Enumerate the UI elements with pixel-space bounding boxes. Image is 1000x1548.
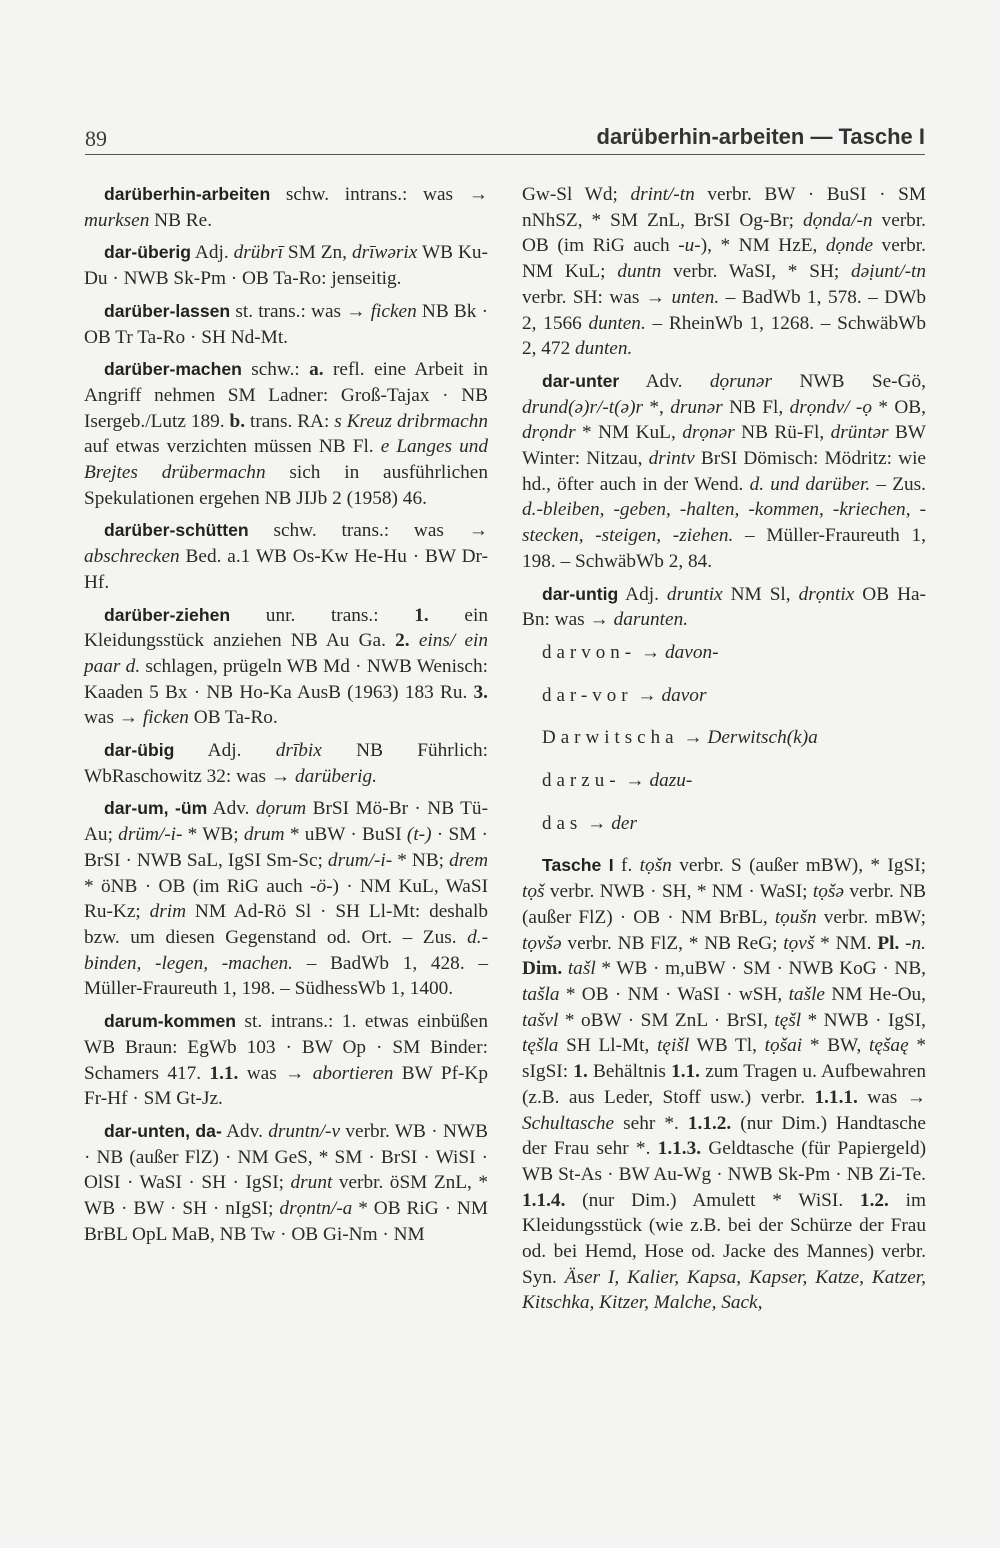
cross-reference: Darwitscha → Derwitsch(k)a: [542, 727, 818, 749]
dictionary-entry: Gw-Sl Wd; drint/-tn verbr. BW · BuSI · SM nNhSZ, * SM ZnL, BrSI Og-Br; dọnda/-n verbr. OB (im RiG auch -u-), * NM HzE, dọnde verbr. NM KuL; duntn verbr. WaSI, * SH; dəịunt/-tn verbr. SH: was → unten. – BadWb 1, 578. – DWb 2, 1566 dunten. – RheinWb 1, 1268. – SchwäbWb 2, 472 dunten.: [522, 184, 926, 360]
sense-number: 1.: [414, 604, 429, 626]
sense-number: 1.1.3.: [657, 1138, 702, 1160]
xref-lemma: dar-vor: [542, 684, 633, 706]
dictionary-entry: dar-unten, da- Adv. druntn/-v verbr. WB · NWB · NB (außer FlZ) · NM GeS, * SM · BrSI · WiSI · OlSI · WaSI · SH · IgSI; drunt verbr. öSM ZnL, * WB · BW · SH · nIgSI; drọntn/-a * OB RiG · NM BrBL OpL MaB, NB Tw · OB Gi-Nm · NM: [84, 1120, 488, 1245]
italic-form: drọnər: [682, 422, 735, 444]
italic-form: Schultasche: [522, 1112, 615, 1134]
sense-number: 1.1.4.: [522, 1189, 566, 1211]
running-head: darüberhin-arbeiten — Tasche I: [596, 124, 925, 149]
italic-form: drüntər: [830, 422, 889, 444]
italic-form: Äser I, Kalier, Kapsa, Kapser, Katze, Katzer, Kitschka, Kitzer, Malche, Sack,: [522, 1266, 926, 1314]
italic-form: drint/-tn: [630, 184, 695, 205]
italic-form: -n.: [905, 932, 926, 954]
italic-form: drọndv/ -ọ: [789, 396, 872, 418]
entry-lemma: darüber-schütten: [104, 520, 249, 541]
entry-lemma: dar-überig: [104, 242, 191, 263]
italic-form: e Langes und Brejtes drübermachn: [84, 436, 489, 484]
dictionary-entry: dar-übig Adj. drībix NB Führlich: WbRaschowitz 32: was → darüberig.: [84, 740, 488, 787]
xref-lemma: Darwitscha: [542, 727, 679, 749]
italic-form: tọušn: [774, 906, 817, 928]
italic-form: dọnde: [825, 235, 874, 257]
entry-lemma: darüber-lassen: [104, 300, 231, 321]
dictionary-entry: Tasche I f. tọšn verbr. S (außer mBW), * IgSI; tọš verbr. NWB · SH, * NM · WaSI; tọšə verbr. NB (außer FlZ) · OB · NM BrBL, tọušn verbr. mBW; tọvšə verbr. NB FlZ, * NB ReG; tọvš * NM. Pl. -n. Dim. tašl * WB · m,uBW · SM · NWB KoG · NB, tašla * OB · NM · WaSI · wSH, tašle NM He-Ou, tašvl * oBW · SM ZnL · BrSI, tęšl * NWB · IgSI, tęšla SH Ll-Mt, tęišl WB Tl, tọšai * BW, tęšaę * sIgSI: 1. Behältnis 1.1. zum Tragen u. Aufbewahren (z.B. aus Leder, Stoff usw.) verbr. 1.1.1. was → Schultasche sehr *. 1.1.2. (nur Dim.) Handtasche der Frau sehr *. 1.1.3. Geldtasche (für Papiergeld) WB St-As · BW Au-Wg · NWB Sk-Pm · NB Zi-Te. 1.1.4. (nur Dim.) Amulett * WiSI. 1.2. im Kleidungsstück (wie z.B. bei der Schürze der Frau od. bei Hemd, Hose od. Jacke des Mannes) verbr. Syn. Äser I, Kalier, Kapsa, Kapser, Katze, Katzer, Kitschka, Kitzer, Malche, Sack,: [522, 855, 927, 1314]
italic-form: drọntix: [798, 583, 855, 605]
dictionary-entry: darüberhin-arbeiten schw. intrans.: was → murksen NB Re.: [84, 184, 488, 231]
entry-lemma: darüberhin-arbeiten: [104, 184, 271, 204]
dictionary-entry: dar-um, -üm Adv. dọrum BrSI Mö-Br · NB Tü-Au; drüm/-i- * WB; drum * uBW · BuSI (t-) · SM · BrSI · NWB SaL, IgSI Sm-Sc; drum/-i- * NB; drem * öNB · OB (im RiG auch -ö-) · NM KuL, WaSI Ru-Kz; drim NM Ad-Rö Sl · SH Ll-Mt: deshalb bzw. um diesen Gegenstand od. Ort. – Zus. d.-binden, -legen, -machen. – BadWb 1, 428. – Müller-Fraureuth 1, 198. – SüdhessWb 1, 1400.: [84, 798, 489, 1000]
italic-form: tọšai: [764, 1035, 803, 1057]
dictionary-entry: dar-unter Adv. dọrunər NWB Se-Gö, drund(ə)r/-t(ə)r *, drunər NB Fl, drọndv/ -ọ * OB, drọndr * NM KuL, drọnər NB Rü-Fl, drüntər BW Winter: Nitzau, drintv BrSI Dömisch: Mödritz: wie hd., öfter auch in der Wend. d. und darüber. – Zus. d.-bleiben, -geben, -halten, -kommen, -kriechen, -stecken, -steigen, -ziehen. – Müller-Fraureuth 1, 198. – SchwäbWb 2, 84.: [522, 370, 926, 572]
page-header: [85, 122, 925, 155]
italic-form: drunt: [290, 1172, 333, 1194]
italic-form: druntn/-v: [268, 1120, 341, 1142]
dictionary-entry: darüber-machen schw.: a. refl. eine Arbeit in Angriff nehmen SM Ladner: Groß-Tajax · NB Isergeb./Lutz 189. b. trans. RA: s Kreuz dribrmachn auf etwas verzichten müssen NB Fl. e Langes und Brejtes drübermachn sich in ausführlichen Spekulationen ergehen NB JIJb 2 (1958) 46.: [84, 359, 489, 509]
dictionary-entry: dar-überig Adj. drübrī SM Zn, drīwərix WB Ku-Du · NWB Sk-Pm · OB Ta-Ro: jenseitig.: [84, 242, 488, 290]
entry-lemma: dar-untig: [542, 583, 619, 604]
italic-form: tęišl: [657, 1035, 690, 1057]
italic-form: drintv: [648, 448, 695, 470]
italic-form: dọrunər: [709, 370, 772, 392]
sense-number: b.: [229, 410, 246, 432]
italic-form: darüberig.: [294, 765, 377, 787]
italic-form: tęšaę: [869, 1035, 909, 1057]
italic-form: tęšl: [774, 1009, 802, 1031]
italic-form: tęšla: [522, 1035, 559, 1057]
italic-form: (t-): [406, 824, 432, 846]
italic-form: → ficken: [346, 300, 417, 322]
italic-form: tọšə: [812, 881, 844, 903]
cross-reference: dar-vor → davor: [542, 684, 707, 706]
italic-form: dəịunt/-tn: [851, 261, 926, 283]
italic-form: d. und darüber.: [749, 473, 871, 495]
xref-target: der: [611, 812, 637, 834]
sense-number: a.: [309, 359, 324, 381]
entry-lemma: dar-unten, da-: [104, 1120, 222, 1141]
italic-form: -ö-: [310, 875, 333, 897]
italic-form: drund(ə)r/-t(ə)r: [522, 396, 644, 418]
sense-number: 1.1.1.: [814, 1086, 858, 1108]
italic-form: abschrecken: [84, 546, 180, 568]
italic-form: dọrum: [255, 798, 307, 820]
italic-form: tašle: [788, 983, 825, 1005]
italic-form: drīwərix: [351, 242, 418, 264]
entry-lemma: darum-kommen: [104, 1011, 236, 1032]
sense-number: 3.: [473, 681, 488, 703]
italic-form: → murksen: [84, 184, 488, 231]
italic-form: tọš: [522, 881, 545, 903]
xref-target: Derwitsch(k)a: [707, 727, 818, 749]
italic-form: tọvš: [783, 932, 815, 954]
italic-form: drum/-i-: [327, 849, 393, 871]
cross-reference: das → der: [542, 812, 637, 834]
italic-form: eins/ ein paar d.: [84, 630, 488, 677]
italic-form: dunten.: [588, 312, 646, 334]
italic-form: drim: [149, 901, 187, 923]
sense-number: 1.1.: [671, 1061, 700, 1083]
italic-form: drọndr: [522, 422, 576, 444]
xref-target: davor: [661, 684, 707, 706]
entry-lemma: darüber-ziehen: [104, 604, 231, 625]
xref-target: dazu-: [649, 770, 693, 792]
dictionary-entry: darüber-schütten schw. trans.: was → abschrecken Bed. a.1 WB Os-Kw He-Hu · BW Dr-Hf.: [84, 520, 488, 593]
italic-form: drībix: [275, 740, 322, 762]
right-column: [522, 182, 926, 1323]
entry-lemma: dar-um, -üm: [104, 798, 208, 819]
xref-lemma: darzu-: [542, 770, 621, 792]
italic-form: druntix: [666, 583, 723, 605]
entry-lemma: dar-übig: [104, 740, 175, 761]
italic-form: s Kreuz dribrmachn: [334, 410, 489, 432]
sense-number: Dim.: [522, 958, 563, 980]
italic-form: -u-: [678, 235, 701, 257]
italic-form: duntn: [617, 261, 662, 283]
italic-form: abortieren: [312, 1062, 394, 1084]
italic-form: d.-bleiben, -geben, -halten, -kommen, -kriechen, -stecken, -steigen, -ziehen.: [522, 499, 926, 547]
italic-form: dunten.: [575, 338, 633, 360]
sense-number: 1.: [573, 1061, 588, 1083]
italic-form: drem: [449, 849, 488, 871]
sense-number: 1.2.: [859, 1189, 889, 1211]
sense-number: 1.1.2.: [687, 1112, 732, 1134]
left-column: [84, 182, 488, 1254]
xref-lemma: das: [542, 812, 583, 834]
italic-form: tọvšə: [522, 932, 562, 954]
italic-form: dọnda/-n: [802, 209, 873, 231]
xref-target: davon-: [665, 641, 719, 663]
italic-form: darunten.: [613, 609, 689, 631]
italic-form: unten.: [671, 286, 720, 308]
italic-form: tašl: [567, 958, 596, 980]
entry-lemma: dar-unter: [542, 370, 620, 391]
dictionary-entry: darüber-ziehen unr. trans.: 1. ein Kleidungsstück anziehen NB Au Ga. 2. eins/ ein paar d. schlagen, prügeln WB Md · NWB Wenisch: Kaaden 5 Bx · NB Ho-Ka AusB (1963) 183 Ru. 3. was → ficken OB Ta-Ro.: [84, 604, 488, 729]
cross-reference: darzu- → dazu-: [542, 770, 693, 792]
dictionary-entry: darüber-lassen st. trans.: was → ficken NB Bk · OB Tr Ta-Ro · SH Nd-Mt.: [84, 300, 488, 348]
italic-form: tašla: [522, 983, 560, 1005]
italic-form: drọntn/-a: [279, 1198, 353, 1220]
sense-number: 1.1.: [209, 1062, 239, 1084]
italic-form: drum: [243, 824, 285, 846]
dictionary-entry: dar-untig Adj. druntix NM Sl, drọntix OB Ha-Bn: was → darunten.: [522, 583, 926, 631]
italic-form: tọšn: [639, 855, 672, 877]
page-number: 89: [85, 126, 107, 151]
italic-form: tašvl: [522, 1009, 559, 1031]
cross-reference: darvon- → davon-: [542, 641, 719, 663]
italic-form: ficken: [142, 707, 189, 729]
italic-form: drunər: [670, 396, 723, 418]
italic-form: d.-binden, -legen, -machen.: [84, 926, 488, 974]
sense-number: 2.: [395, 630, 410, 652]
dictionary-entry: darum-kommen st. intrans.: 1. etwas einbüßen WB Braun: EgWb 103 · BW Op · SM Binder: Schamers 417. 1.1. was → abortieren BW Pf-Kp Fr-Hf · SM Gt-Jz.: [84, 1011, 488, 1110]
sense-number: Pl.: [877, 932, 900, 954]
italic-form: drüm/-i-: [118, 824, 183, 846]
entry-lemma: Tasche I: [542, 855, 614, 876]
xref-lemma: darvon-: [542, 641, 637, 663]
italic-form: drübrī: [233, 242, 283, 264]
entry-lemma: darüber-machen: [104, 359, 242, 380]
